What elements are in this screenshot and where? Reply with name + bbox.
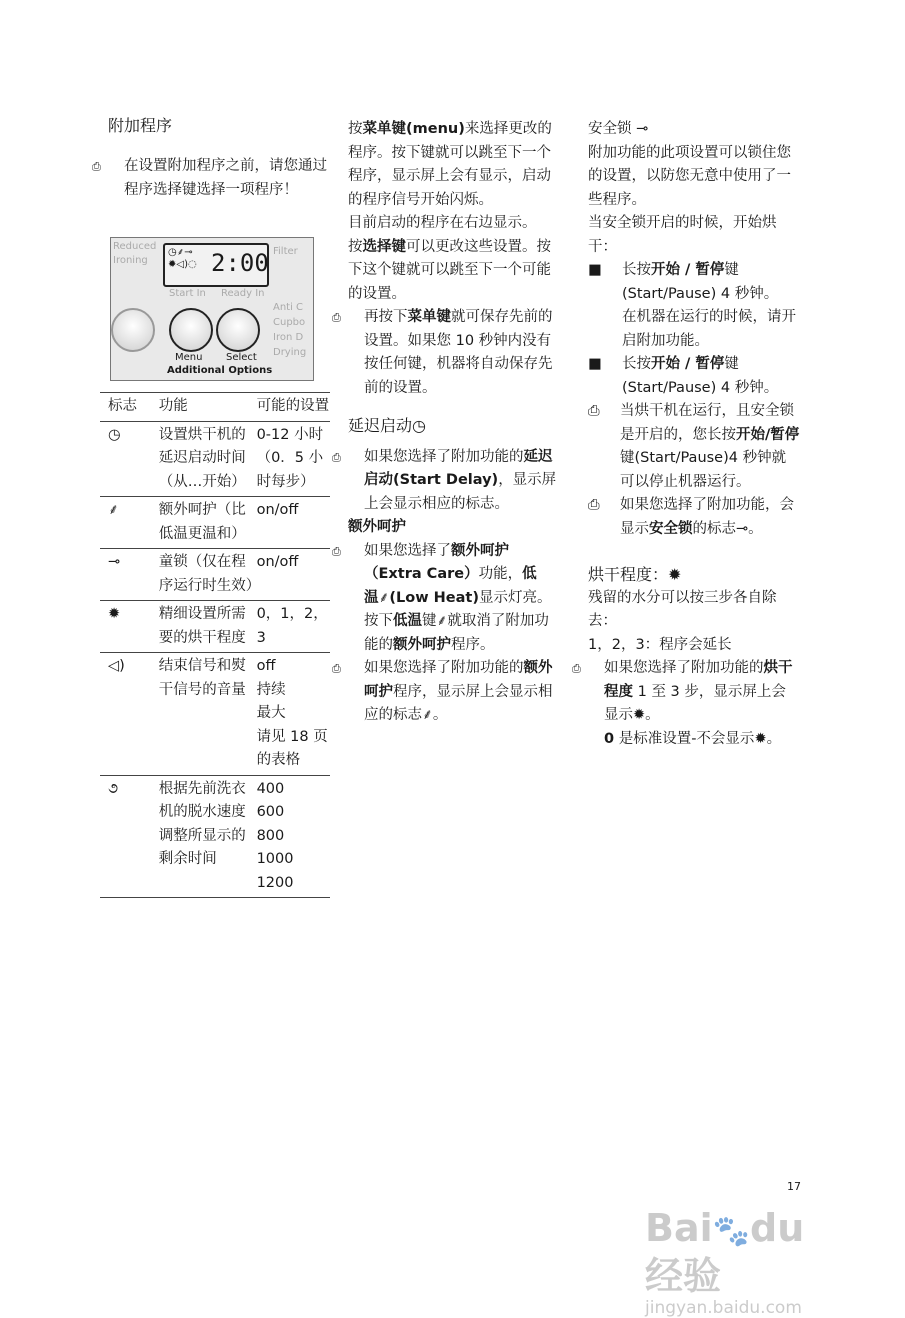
sun-icon: ✹ [668,565,682,584]
feather-icon: ⸙ [436,613,448,629]
table-row: ૭ 根据先前洗衣机的脱水速度调整所显示的剩余时间 400 600 800 1000 1200 [100,775,330,898]
start-in-label: Start In [169,288,206,299]
note-icon: ⎙ [588,403,600,419]
lcd-time: 2:00 [211,249,269,277]
key-icon: ⊸ [108,554,121,570]
menu-button [169,308,213,352]
menu-label: Menu [175,352,203,363]
sun-icon: ✹ [108,606,121,622]
drying-level-heading: 烘干程度：✹ [588,565,682,584]
control-panel-image [110,237,314,381]
bullet-square-icon: ■ [588,262,602,278]
spin-icon: ૭ [108,780,119,797]
options-table [100,392,330,898]
table-row: ◁) 结束信号和熨干信号的音量 off 持续 最大 请见 18 页的表格 [100,653,330,776]
table-row: ⊸ 童锁（仅在程序运行时生效） on/off [100,549,330,601]
table-header: 标志 功能 可能的设置 [100,393,330,422]
lcd-icons: ◷⸙⊸ ✹◁)◌ [168,247,197,270]
page-number: 17 [787,1180,801,1193]
start-delay-heading: 延迟启动◷ [348,416,426,435]
additional-options-label: Additional Options [167,365,273,376]
extra-care-heading: 额外呵护 [348,519,406,535]
feather-icon: ⸙ [108,502,119,518]
note-icon: ⎙ [332,450,341,464]
middle-column: 按菜单键(menu)来选择更改的程序。按下键就可以跳至下一个程序，显示屏上会有显示，启动的程序信号开始闪烁。 目前启动的程序在右边显示。 按选择键可以更改这些设置。按下这个键就可以跳至下一个可能的设置。 ⎙ 再按下菜单键就可保存先前的设置。如果您 10 秒钟内没有按任何键，机器将自动保存先前的设置。 延迟启动◷ ⎙ 如果您选择了附加功能的延迟启动(Start Delay)，显示屏上会显示相应的标志。 额外呵护 ⎙ 如果您选择了额外呵护（Extra Care）功能，低温⸙(Low Heat)显示灯亮。按下低温键⸙就取消了附加功能的额外呵护程序。 ⎙ 如果您选择了附加功能的额外呵护程序，显示屏上会显示相应的标志⸙。 [348,118,560,728]
table-row: ✹ 精细设置所需要的烘干程度 0，1，2，3 [100,601,330,653]
select-button [216,308,260,352]
select-label: Select [226,352,257,363]
note-icon: ⎙ [332,311,341,324]
key-icon: ⊸ [636,121,649,137]
lcd-display [163,243,269,287]
program-button [111,308,155,352]
note-icon: ⎙ [92,160,101,173]
clock-icon: ◷ [108,426,121,443]
reduced-ironing-label: Reduced Ironing [113,241,157,266]
note-icon: ⎙ [572,662,581,675]
speaker-icon: ◁) [108,658,125,674]
safety-lock-heading: 安全锁 ⊸ [588,121,649,137]
note-icon: ⎙ [332,662,341,675]
sun-icon: ✹ [754,730,767,747]
baidu-watermark-logo: Bai🐾du 经验 jingyan.baidu.com [645,1206,805,1318]
note: ⎙ 在设置附加程序之前，请您通过程序选择键选择一项程序！ [108,155,334,202]
filter-label: Filter [273,246,298,257]
sun-icon: ✹ [633,707,646,723]
section-title: 附加程序 [108,116,173,135]
right-column: 安全锁 ⊸ 附加功能的此项设置可以锁住您的设置，以防您无意中使用了一些程序。 当安全锁开启的时候，开始烘干： ■ 长按开始 / 暂停键 (Start/Pause) 4 秒钟。 在机器在运行的时候，请开启附加功能。 ■ 长按开始 / 暂停键 (Start/Pause) 4 秒钟。 ⎙ 当烘干机在运行，且安全锁是开启的，您长按开始/暂停键(Start/Pause)4 秒钟就可以停止机器运行。 ⎙ 如果您选择了附加功能，会显示安全锁的标志⊸。 烘干程度：✹ 残留的水分可以按三步各自除去： 1，2，3：程序会延长 ⎙ 如果您选择了附加功能的烘干程度 1 至 3 步，显示屏上会显示✹。 0 是标准设置-不会显示✹。 [588,118,800,751]
feather-icon: ⸙ [378,589,390,606]
note-icon: ⎙ [332,544,341,558]
bullet-square-icon: ■ [588,356,602,372]
table-row: ⸙ 额外呵护（比低温更温和） on/off [100,497,330,549]
right-labels: Anti C Cupbo Iron D Drying [273,302,307,358]
table-row: ◷ 设置烘干机的延迟启动时间（从…开始） 0-12 小时 （0．5 小时每步） [100,421,330,497]
key-icon: ⊸ [736,520,749,537]
note-icon: ⎙ [588,497,600,513]
clock-icon: ◷ [412,416,426,435]
feather-icon: ⸙ [422,707,433,723]
ready-in-label: Ready In [221,288,265,299]
